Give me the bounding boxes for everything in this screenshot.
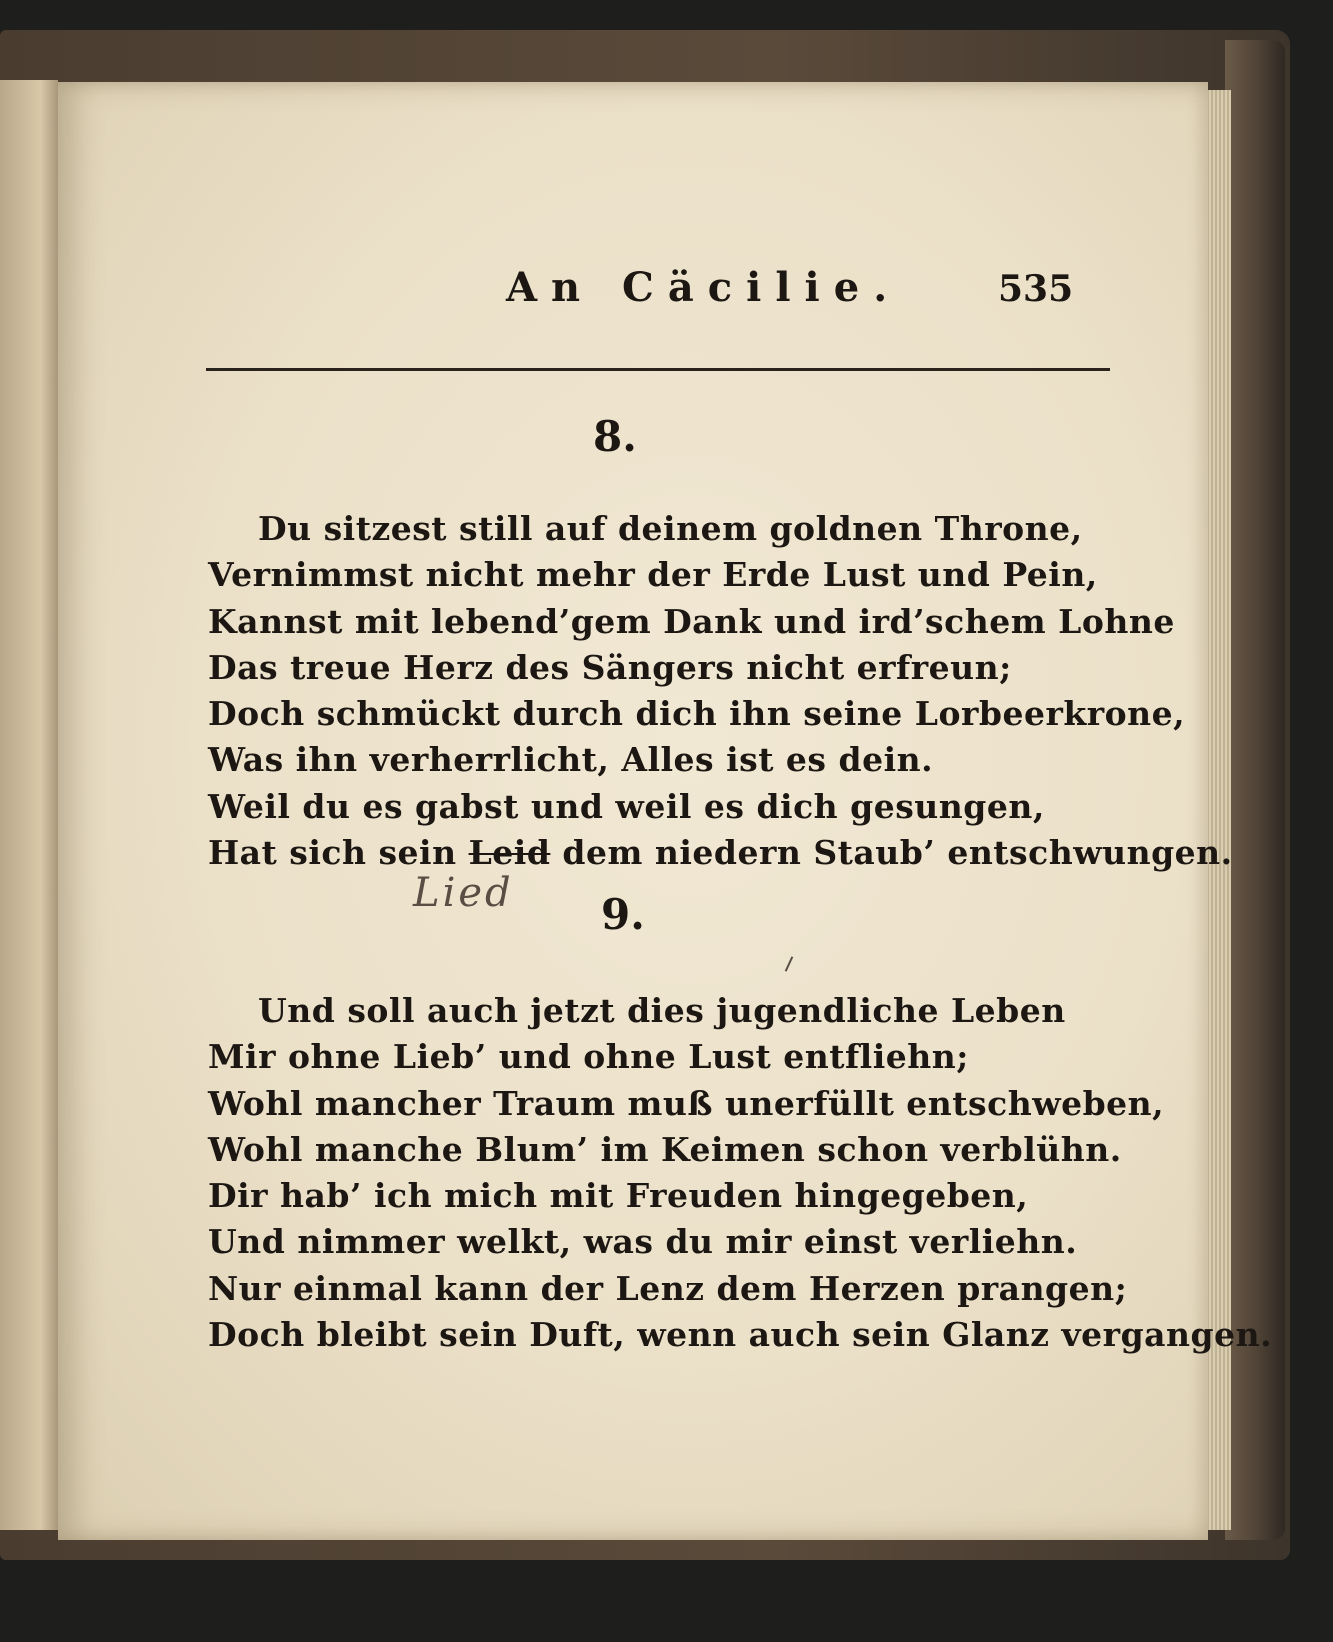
pencil-mark bbox=[785, 956, 794, 971]
verse-line: Kannst mit lebend’gem Dank und ird’schem Lohne bbox=[208, 601, 1175, 641]
facing-page-edge bbox=[0, 80, 58, 1530]
stanza-8 bbox=[208, 506, 1233, 876]
verse-line: Du sitzest still auf deinem goldnen Throne, bbox=[258, 509, 1083, 548]
verse-line: Wohl manche Blum’ im Keimen schon verblühn. bbox=[208, 1129, 1122, 1169]
verse-line: Und soll auch jetzt dies jugendliche Leben bbox=[258, 991, 1066, 1030]
stanza-number-9: 9. bbox=[601, 890, 645, 939]
verse-line: Mir ohne Lieb’ und ohne Lust entfliehn; bbox=[208, 1037, 969, 1077]
verse-line: Weil du es gabst und weil es dich gesungen, bbox=[208, 786, 1045, 826]
handwritten-correction: Lied bbox=[413, 870, 514, 916]
book-page bbox=[58, 82, 1273, 1540]
verse-line: Wohl mancher Traum muß unerfüllt entschweben, bbox=[208, 1083, 1165, 1123]
page-number: 535 bbox=[998, 268, 1074, 310]
verse-line: Doch bleibt sein Duft, wenn auch sein Glanz vergangen. bbox=[208, 1315, 1273, 1355]
stanza-number-8: 8. bbox=[593, 412, 637, 461]
verse-line-last bbox=[208, 830, 1233, 876]
verse-text: Hat sich sein bbox=[208, 833, 469, 873]
verse-line: Das treue Herz des Sängers nicht erfreun; bbox=[208, 647, 1012, 687]
stanza-9 bbox=[208, 988, 1272, 1358]
verse-line: Was ihn verherrlicht, Alles ist es dein. bbox=[208, 740, 934, 780]
verse-line: Und nimmer welkt, was du mir einst verliehn. bbox=[208, 1222, 1078, 1262]
header-rule bbox=[206, 368, 1110, 371]
verse-line: Doch schmückt durch dich ihn seine Lorbeerkrone, bbox=[208, 694, 1186, 734]
running-head: An Cäcilie. bbox=[506, 264, 902, 311]
verse-text: dem niedern Staub’ entschwungen. bbox=[550, 833, 1233, 873]
struck-word: Leid bbox=[468, 833, 551, 873]
verse-line: Dir hab’ ich mich mit Freuden hingegeben, bbox=[208, 1176, 1029, 1216]
verse-line: Nur einmal kann der Lenz dem Herzen prangen; bbox=[208, 1268, 1128, 1308]
verse-line: Vernimmst nicht mehr der Erde Lust und Pein, bbox=[208, 555, 1098, 595]
